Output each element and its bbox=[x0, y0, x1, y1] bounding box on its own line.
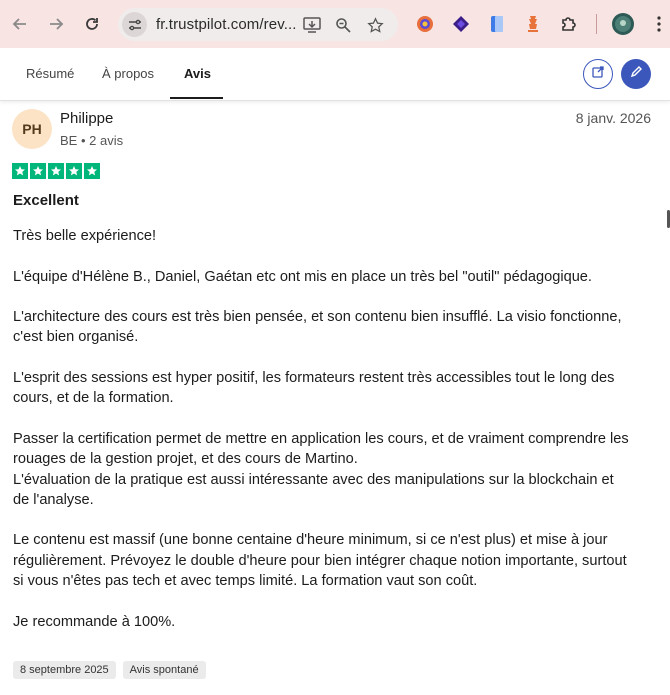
toolbar-divider bbox=[596, 14, 597, 34]
profile-avatar[interactable] bbox=[611, 12, 635, 36]
review-paragraph: Très belle expérience! bbox=[13, 228, 157, 244]
reviewer-name[interactable]: Philippe bbox=[60, 110, 114, 127]
review-paragraph: Passer la certification permet de mettre en application les cours, et de vraiment comprendre les rouages de la gestion projet, et des cours de Martino. L'évaluation de la pratique est aussi intéressante avec des manipulations sur la blockchain et de l'analyse. bbox=[13, 430, 629, 508]
tab-avis[interactable]: Avis bbox=[184, 66, 211, 81]
tab-a-propos[interactable]: À propos bbox=[102, 66, 155, 81]
external-link-icon bbox=[592, 65, 604, 83]
experience-date-badge: 8 septembre 2025 bbox=[13, 661, 116, 679]
back-arrow-icon[interactable] bbox=[6, 10, 34, 38]
review-paragraph: L'architecture des cours est très bien pensée, et son contenu bien insufflé. La visio fonctionne, c'est bien organisé. bbox=[13, 309, 622, 346]
star-icon bbox=[12, 163, 28, 179]
write-review-button[interactable] bbox=[621, 59, 651, 89]
tabs-bar bbox=[0, 48, 670, 101]
star-icon bbox=[66, 163, 82, 179]
star-icon bbox=[48, 163, 64, 179]
chess-extension-icon[interactable] bbox=[522, 13, 544, 35]
tab-resume[interactable]: Résumé bbox=[26, 66, 75, 81]
kebab-menu-icon[interactable] bbox=[648, 13, 670, 35]
review-body bbox=[13, 226, 658, 652]
review-paragraph: L'esprit des sessions est hyper positif, les formateurs restent très accessibles tout le long des cours, et de la formation. bbox=[13, 370, 615, 407]
share-button[interactable] bbox=[583, 59, 613, 89]
reviewer-meta: BE • 2 avis bbox=[60, 133, 124, 148]
review-paragraph: Le contenu est massif (une bonne centaine d'heure minimum, si ce n'est plus) et mise à jour régulièrement. Prévoyez le double d'heure pour bien intégrer chaque notion importante, surtout si vous n'êtes pas tech et avec temps limité. La formation vaut son coût. bbox=[13, 532, 627, 590]
star-rating bbox=[12, 163, 100, 179]
review-title: Excellent bbox=[13, 192, 79, 209]
color-extension-icon[interactable] bbox=[414, 13, 436, 35]
url-text: fr.trustpilot.com/rev... bbox=[156, 16, 297, 33]
puzzle-icon[interactable] bbox=[558, 13, 580, 35]
review-tags bbox=[13, 661, 206, 679]
star-outline-icon[interactable] bbox=[361, 11, 389, 39]
zoom-icon[interactable] bbox=[329, 11, 357, 39]
forward-arrow-icon[interactable] bbox=[42, 10, 70, 38]
star-icon bbox=[84, 163, 100, 179]
pencil-icon bbox=[630, 65, 643, 83]
active-tab-indicator bbox=[170, 97, 223, 99]
star-icon bbox=[30, 163, 46, 179]
review-date: 8 janv. 2026 bbox=[575, 110, 651, 126]
tune-icon[interactable] bbox=[122, 12, 147, 37]
reload-icon[interactable] bbox=[78, 10, 106, 38]
browser-toolbar bbox=[0, 0, 670, 48]
review-type-badge: Avis spontané bbox=[123, 661, 206, 679]
avatar[interactable]: PH bbox=[12, 109, 52, 149]
document-extension-icon[interactable] bbox=[486, 13, 508, 35]
review-paragraph: L'équipe d'Hélène B., Daniel, Gaétan etc ont mis en place un très bel "outil" pédagogique. bbox=[13, 268, 592, 285]
install-app-icon[interactable] bbox=[298, 11, 326, 39]
review-paragraph: Je recommande à 100%. bbox=[13, 613, 176, 630]
layers-extension-icon[interactable] bbox=[450, 13, 472, 35]
